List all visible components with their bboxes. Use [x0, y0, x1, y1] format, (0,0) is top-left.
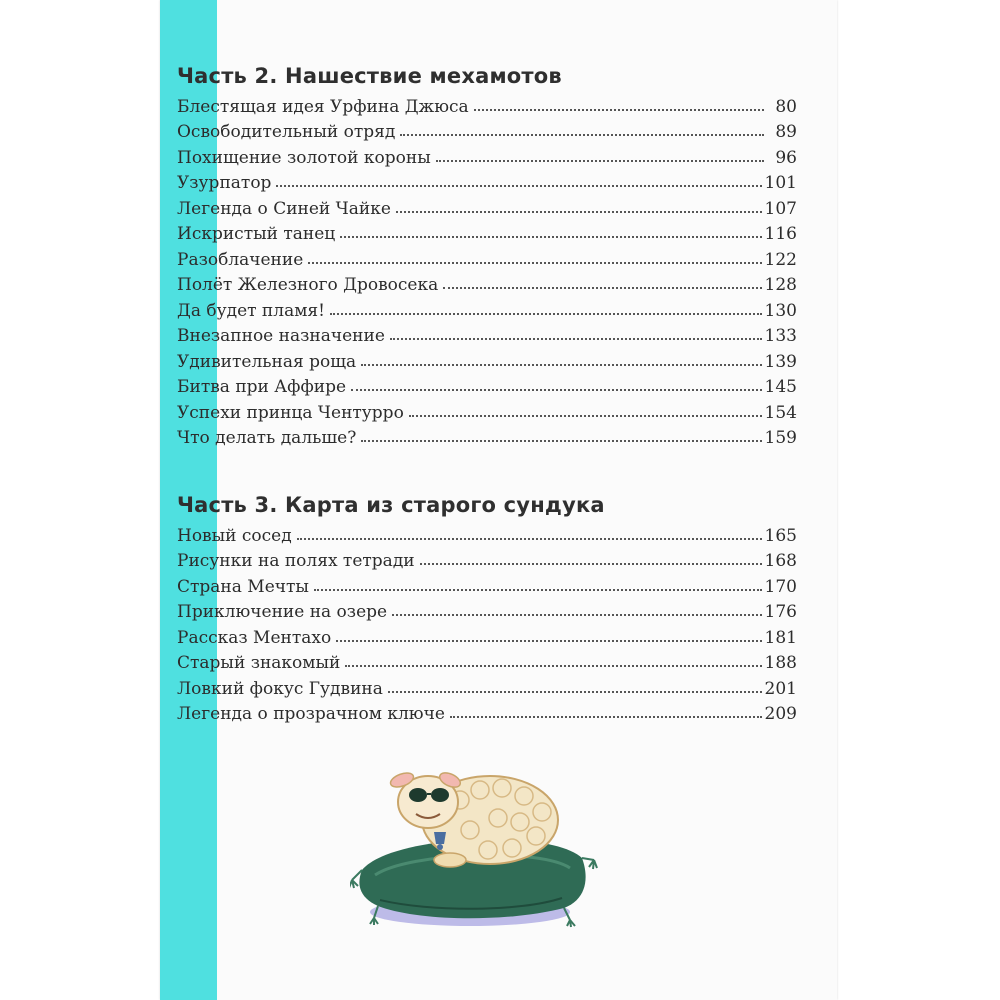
- chapter-title: Легенда о прозрачном ключе: [177, 704, 445, 724]
- chapter-title: Разоблачение: [177, 249, 304, 270]
- page-number: 96: [775, 147, 797, 168]
- part-title: Часть 3. Карта из старого сундука: [177, 493, 605, 517]
- chapter-title: Страна Мечты: [177, 576, 309, 597]
- chapter-title: Старый знакомый: [177, 653, 341, 673]
- chapter-title: Полёт Железного Дровосека: [177, 275, 439, 295]
- dot-leader: [436, 160, 764, 162]
- page-number: 165: [764, 525, 797, 546]
- chapter-title: Легенда о Синей Чайке: [177, 198, 391, 219]
- page-number: 170: [764, 576, 797, 597]
- page-number: 139: [764, 351, 797, 372]
- dot-leader: [345, 665, 761, 667]
- chapter-title: Узурпатор: [177, 173, 272, 193]
- dot-leader: [351, 389, 762, 391]
- chapter-title: Что делать дальше?: [177, 428, 357, 448]
- page-number: 122: [764, 249, 797, 270]
- toc-entry[interactable]: [177, 295, 797, 321]
- toc-entry[interactable]: [177, 597, 797, 623]
- toc-entry[interactable]: [177, 321, 797, 347]
- page-number: 154: [764, 402, 797, 423]
- page-number: 145: [764, 377, 797, 397]
- chapter-title: Освободительный отряд: [177, 122, 396, 142]
- page-number: 107: [764, 198, 797, 219]
- dot-leader: [361, 440, 761, 442]
- toc-entry[interactable]: [177, 397, 797, 423]
- chapter-title: Ловкий фокус Гудвина: [177, 678, 383, 699]
- chapter-list: [177, 91, 797, 448]
- toc-entry[interactable]: [177, 346, 797, 372]
- toc-entry[interactable]: [177, 546, 797, 572]
- chapter-title: Удивительная роща: [177, 351, 357, 372]
- dot-leader: [330, 313, 762, 315]
- page-number: 176: [764, 602, 797, 622]
- sheep-illustration: [350, 740, 600, 930]
- chapter-title: Искристый танец: [177, 224, 336, 244]
- toc-entry[interactable]: [177, 423, 797, 449]
- book-page: [160, 0, 837, 1000]
- toc-entry[interactable]: [177, 673, 797, 699]
- toc-entry[interactable]: [177, 91, 797, 117]
- chapter-title: Блестящая идея Урфина Джюса: [177, 96, 469, 117]
- page-number: 130: [764, 300, 797, 321]
- chapter-title: Рисунки на полях тетради: [177, 551, 415, 571]
- chapter-title: Да будет пламя!: [177, 300, 325, 321]
- dot-leader: [409, 415, 762, 417]
- dot-leader: [400, 134, 764, 136]
- sheep-on-pillow-icon: [350, 740, 600, 930]
- page-number: 89: [775, 122, 797, 142]
- table-of-contents: [177, 64, 797, 724]
- dot-leader: [396, 211, 762, 213]
- dot-leader: [390, 338, 762, 340]
- page-number: 133: [764, 326, 797, 346]
- chapter-title: Битва при Аффире: [177, 377, 347, 397]
- page-number: 209: [764, 704, 797, 724]
- section-spacer: [177, 448, 797, 493]
- dot-leader: [336, 640, 761, 642]
- toc-entry[interactable]: [177, 372, 797, 398]
- chapter-list: [177, 520, 797, 724]
- dot-leader: [420, 563, 762, 565]
- page-number: 128: [764, 275, 797, 295]
- dot-leader: [297, 538, 762, 540]
- dot-leader: [314, 589, 762, 591]
- toc-entry[interactable]: [177, 699, 797, 725]
- toc-entry[interactable]: [177, 244, 797, 270]
- dot-leader: [450, 716, 762, 718]
- dot-leader: [361, 364, 761, 366]
- dot-leader: [388, 691, 762, 693]
- toc-entry[interactable]: [177, 142, 797, 168]
- toc-entry[interactable]: [177, 571, 797, 597]
- page-number: 188: [764, 653, 797, 673]
- chapter-title: Внезапное назначение: [177, 326, 385, 346]
- dot-leader: [474, 109, 764, 111]
- dot-leader: [308, 262, 761, 264]
- toc-entry[interactable]: [177, 520, 797, 546]
- page-number: 168: [764, 551, 797, 571]
- toc-entry[interactable]: [177, 648, 797, 674]
- toc-entry[interactable]: [177, 270, 797, 296]
- page-number: 80: [775, 96, 797, 117]
- toc-entry[interactable]: [177, 168, 797, 194]
- chapter-title: Приключение на озере: [177, 602, 388, 622]
- dot-leader: [276, 185, 761, 187]
- page-number: 201: [764, 678, 797, 699]
- chapter-title: Новый сосед: [177, 525, 292, 546]
- part-title: Часть 2. Нашествие мехамотов: [177, 64, 562, 88]
- toc-entry[interactable]: [177, 117, 797, 143]
- dot-leader: [392, 614, 761, 616]
- page-number: 181: [764, 627, 797, 648]
- chapter-title: Успехи принца Чентурро: [177, 402, 404, 423]
- toc-entry[interactable]: [177, 219, 797, 245]
- toc-entry[interactable]: [177, 193, 797, 219]
- dot-leader: [340, 236, 761, 238]
- page-number: 159: [764, 428, 797, 448]
- chapter-title: Рассказ Ментахо: [177, 627, 332, 648]
- dot-leader: [443, 287, 761, 289]
- chapter-title: Похищение золотой короны: [177, 147, 431, 168]
- page-number: 101: [764, 173, 797, 193]
- toc-entry[interactable]: [177, 622, 797, 648]
- page-number: 116: [764, 224, 797, 244]
